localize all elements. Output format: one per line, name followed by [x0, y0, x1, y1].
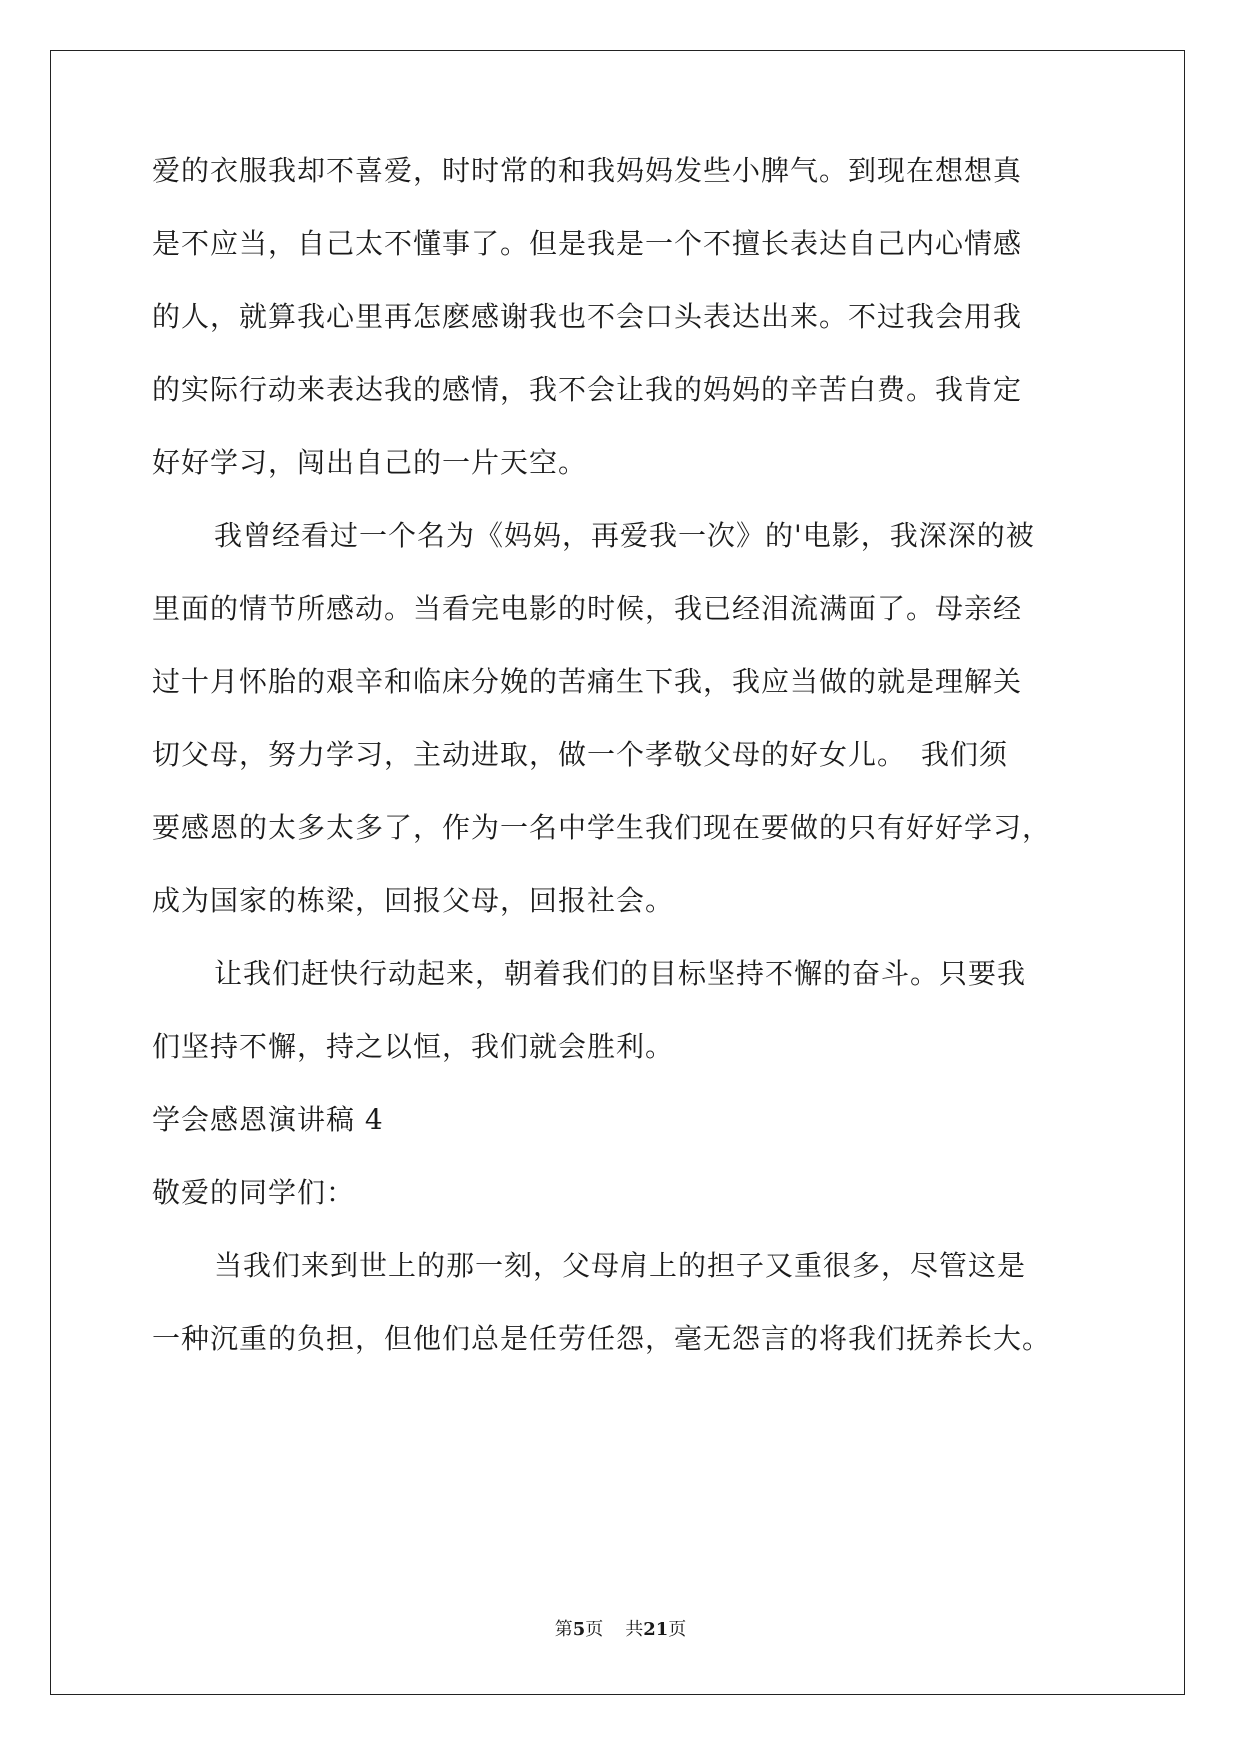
paragraph-line: 好好学习，闯出自己的一片天空。 — [152, 446, 588, 479]
paragraph-line: 要感恩的太多太多了，作为一名中学生我们现在要做的只有好好学习， — [152, 811, 1052, 844]
paragraph-line: 里面的情节所感动。当看完电影的时候，我已经泪流满面了。母亲经 — [152, 592, 1023, 625]
paragraph-line: 当我们来到世上的那一刻，父母肩上的担子又重很多，尽管这是 — [214, 1249, 1027, 1282]
paragraph-line: 成为国家的栋梁，回报父母，回报社会。 — [152, 884, 675, 917]
salutation: 敬爱的同学们： — [152, 1176, 356, 1209]
page-number: 5 — [572, 1619, 586, 1640]
total-suffix: 页 — [668, 1619, 687, 1640]
page-prefix: 第 — [554, 1619, 573, 1640]
page-suffix: 页 — [585, 1619, 604, 1640]
section-heading: 学会感恩演讲稿 4 — [152, 1103, 384, 1136]
paragraph-line: 过十月怀胎的艰辛和临床分娩的苦痛生下我，我应当做的就是理解关 — [152, 665, 1023, 698]
paragraph-line: 爱的衣服我却不喜爱，时时常的和我妈妈发些小脾气。到现在想想真 — [152, 154, 1023, 187]
paragraph-line: 的人，就算我心里再怎麽感谢我也不会口头表达出来。不过我会用我 — [152, 300, 1023, 333]
total-pages: 21 — [643, 1619, 669, 1640]
paragraph-line: 让我们赶快行动起来，朝着我们的目标坚持不懈的奋斗。只要我 — [214, 957, 1027, 990]
paragraph-line: 一种沉重的负担，但他们总是任劳任怨，毫无怨言的将我们抚养长大。 — [152, 1322, 1052, 1355]
total-prefix: 共 — [625, 1619, 644, 1640]
page-footer — [0, 1618, 1241, 1642]
paragraph-line: 切父母，努力学习，主动进取，做一个孝敬父母的好女儿。 我们须 — [152, 738, 1009, 771]
paragraph-line: 们坚持不懈，持之以恒，我们就会胜利。 — [152, 1030, 675, 1063]
paragraph-line: 的实际行动来表达我的感情，我不会让我的妈妈的辛苦白费。我肯定 — [152, 373, 1023, 406]
paragraph-line: 我曾经看过一个名为《妈妈，再爱我一次》的'电影，我深深的被 — [214, 519, 1035, 552]
paragraph-line: 是不应当，自己太不懂事了。但是我是一个不擅长表达自己内心情感 — [152, 227, 1023, 260]
